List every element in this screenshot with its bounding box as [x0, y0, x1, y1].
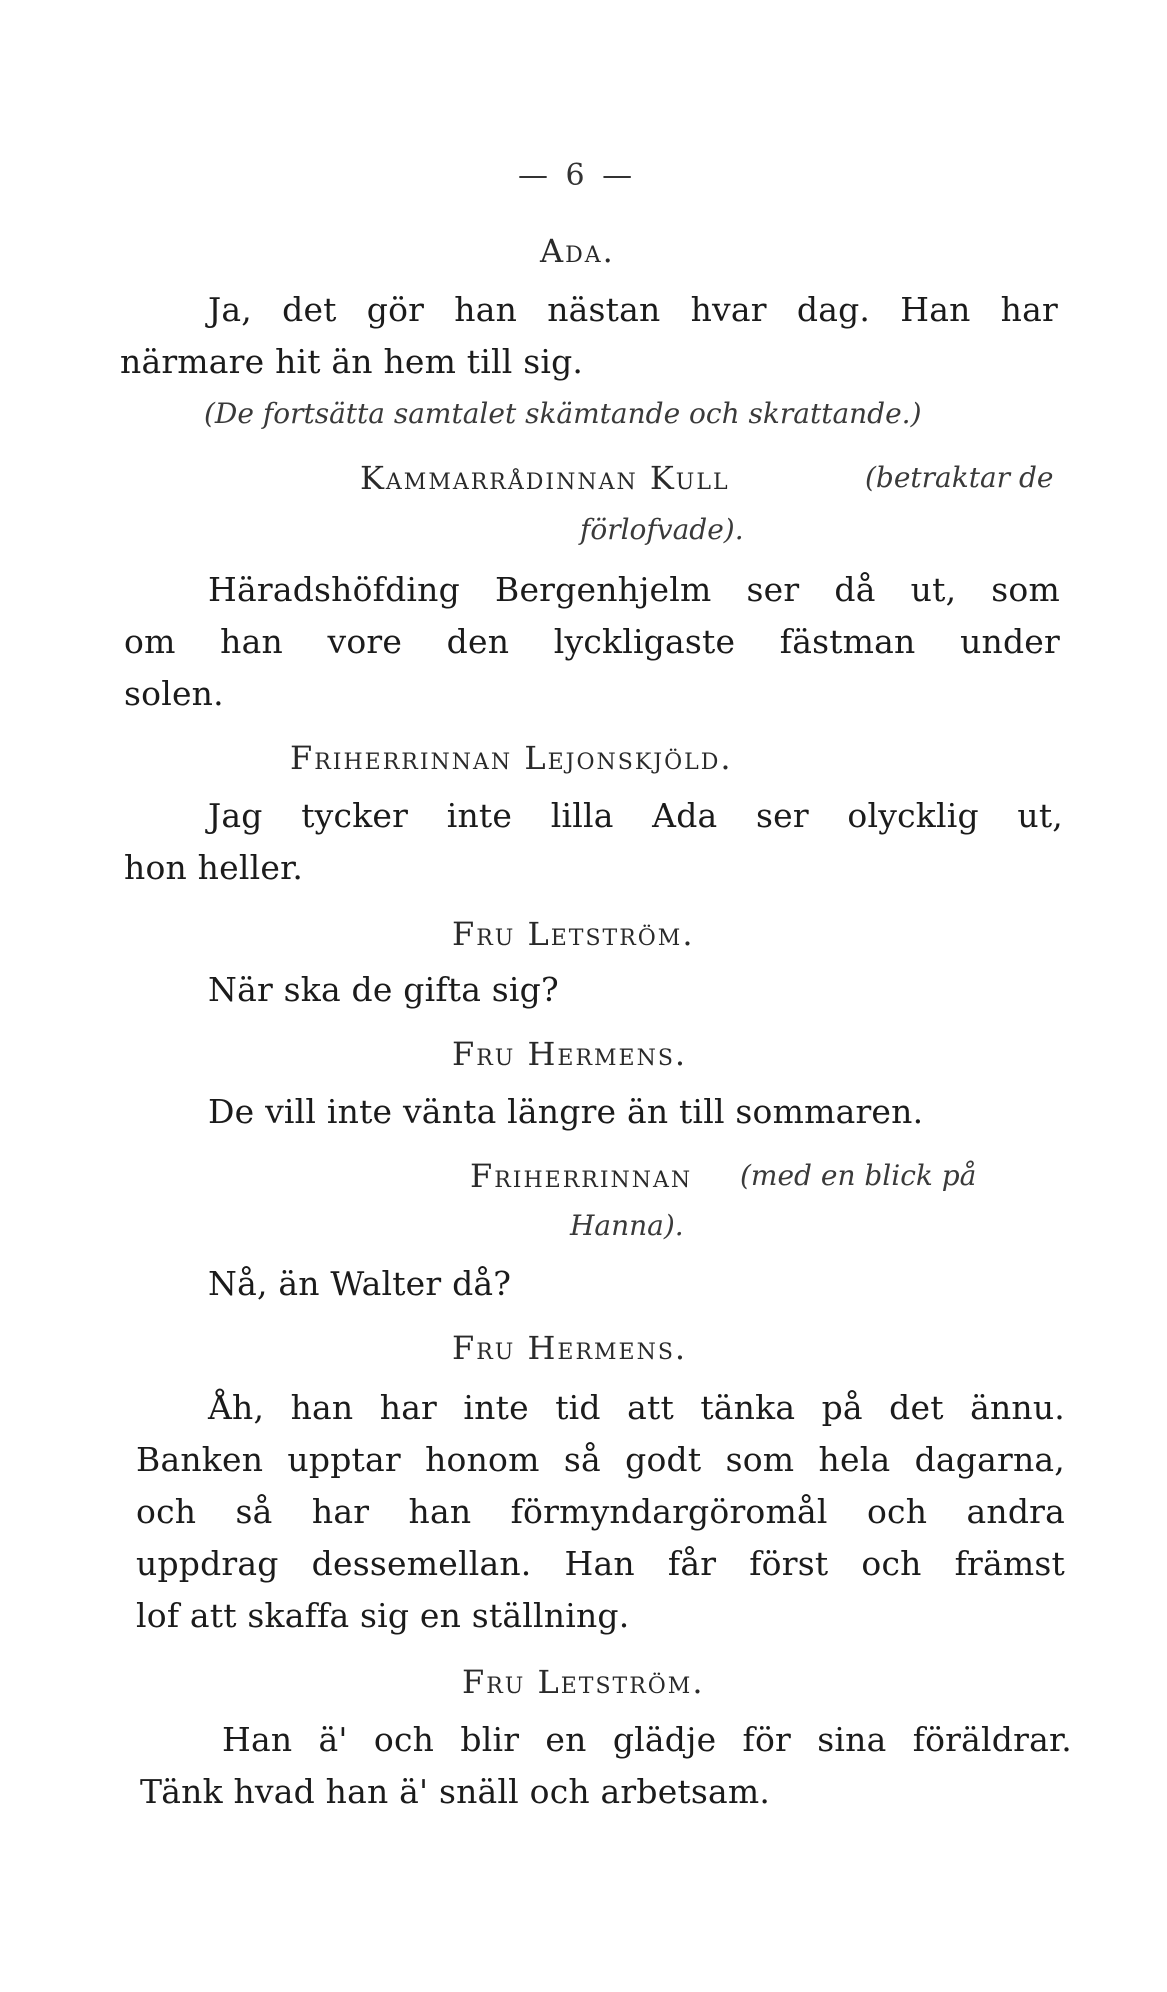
- speaker-name: Friherrinnan Lejonskjöld.: [290, 739, 733, 777]
- page-number: — 6 —: [518, 158, 637, 193]
- dialogue-line: Jag tycker inte lilla Ada ser olycklig ut,: [208, 796, 1063, 835]
- speaker-name: Ada.: [540, 232, 615, 270]
- dialogue-line: och så har han förmyndargöromål och andra: [136, 1492, 1065, 1531]
- dialogue-line: Nå, än Walter då?: [208, 1264, 512, 1303]
- dialogue-line: hon heller.: [124, 848, 304, 887]
- dialogue-line: De vill inte vänta längre än till sommaren.: [208, 1092, 924, 1131]
- dialogue-line: Tänk hvad han ä' snäll och arbetsam.: [140, 1772, 771, 1811]
- stage-direction: Hanna).: [570, 1209, 684, 1242]
- stage-direction: (med en blick på: [740, 1159, 977, 1192]
- stage-direction: (betraktar de: [865, 461, 1054, 494]
- dialogue-line: solen.: [124, 674, 224, 713]
- speaker-name: Fru Letström.: [452, 915, 695, 953]
- dialogue-line: Häradshöfding Bergenhjelm ser då ut, som: [208, 570, 1060, 609]
- dialogue-line: Han ä' och blir en glädje för sina föräldrar.: [222, 1720, 1072, 1759]
- speaker-name: Fru Hermens.: [452, 1329, 688, 1367]
- speaker-name: Kammarrådinnan Kull: [360, 459, 730, 497]
- dialogue-line: uppdrag dessemellan. Han får först och främst: [136, 1544, 1065, 1583]
- dialogue-line: om han vore den lyckligaste fästman under: [124, 622, 1060, 661]
- stage-direction: (De fortsätta samtalet skämtande och skrattande.): [204, 397, 922, 430]
- dialogue-line: Banken upptar honom så godt som hela dagarna,: [136, 1440, 1065, 1479]
- stage-direction: förlofvade).: [580, 513, 744, 546]
- speaker-name: Friherrinnan: [470, 1157, 693, 1195]
- speaker-name: Fru Hermens.: [452, 1035, 688, 1073]
- dialogue-line: Åh, han har inte tid att tänka på det ännu.: [208, 1388, 1065, 1427]
- dialogue-line: närmare hit än hem till sig.: [120, 342, 584, 381]
- dialogue-line: När ska de gifta sig?: [208, 970, 559, 1009]
- dialogue-line: lof att skaffa sig en ställning.: [136, 1596, 630, 1635]
- dialogue-line: Ja, det gör han nästan hvar dag. Han har: [208, 290, 1058, 329]
- speaker-name: Fru Letström.: [462, 1663, 705, 1701]
